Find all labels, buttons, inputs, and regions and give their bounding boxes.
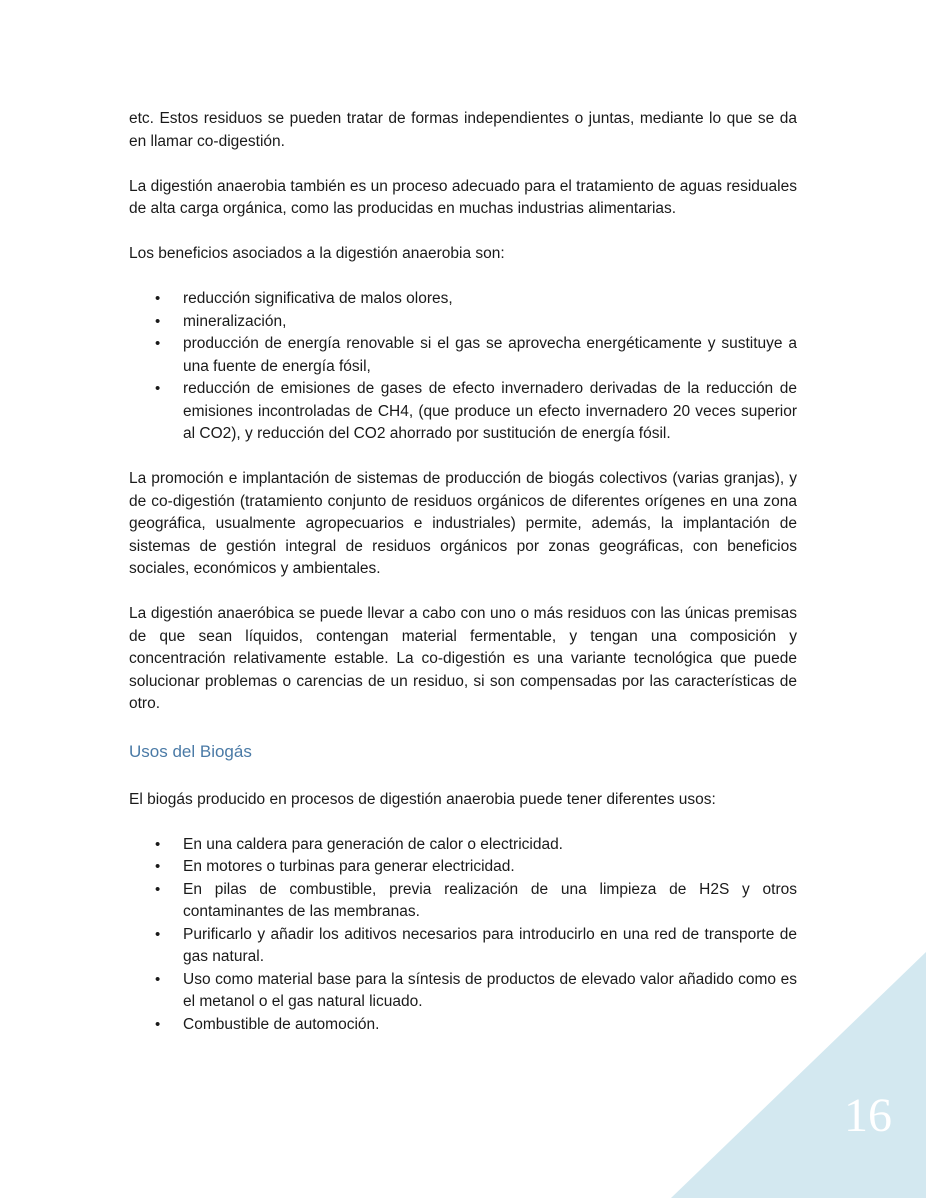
list-item: • Uso como material base para la síntesis de productos de elevado valor añadido como es el metanol o el gas natural licuado. <box>129 969 797 1014</box>
paragraph-benefits-intro: Los beneficios asociados a la digestión anaerobia son: <box>129 245 505 262</box>
list-item: • En motores o turbinas para generar electricidad. <box>129 856 797 879</box>
list-item: • reducción de emisiones de gases de efecto invernadero derivadas de la reducción de emisiones incontroladas de CH4, (que produce un efecto invernadero 20 veces superior al CO2), y reducción del CO2 ahorrado por sustitución de energía fósil. <box>129 378 797 446</box>
paragraph-continuation: etc. Estos residuos se pueden tratar de formas independientes o juntas, mediante lo que se da en llamar co-digestión. <box>129 110 797 150</box>
paragraph-uses-intro: El biogás producido en procesos de digestión anaerobia puede tener diferentes usos: <box>129 790 716 808</box>
corner-triangle-decoration <box>671 952 926 1198</box>
section-heading: Usos del Biogás <box>129 742 252 761</box>
paragraph-codigestion: La digestión anaeróbica se puede llevar a cabo con uno o más residuos con las únicas premisas de que sean líquidos, contengan material fermentable, y tengan una composición y concentración relativamente estable. La co-digestión es una variante tecnológica que puede solucionar problemas o carencias de un residuo, si son compensadas por las características de otro. <box>129 605 797 712</box>
list-item: • En una caldera para generación de calor o electricidad. <box>129 834 797 857</box>
list-item: • mineralización, <box>129 311 797 334</box>
page-body <box>129 108 797 1059</box>
benefits-list <box>129 288 797 446</box>
list-item: • reducción significativa de malos olores, <box>129 288 797 311</box>
page-number: 16 <box>844 1089 892 1142</box>
corner-triangle <box>671 952 926 1198</box>
list-item: • producción de energía renovable si el gas se aprovecha energéticamente y sustituye a una fuente de energía fósil, <box>129 333 797 378</box>
list-item: • Purificarlo y añadir los aditivos necesarios para introducirlo en una red de transporte de gas natural. <box>129 924 797 969</box>
paragraph-collective-systems: La promoción e implantación de sistemas de producción de biogás colectivos (varias granjas), y de co-digestión (tratamiento conjunto de residuos orgánicos de diferentes orígenes en una zona geográfica, usualmente agropecuarios e industriales) permite, además, la implantación de sistemas de gestión integral de residuos orgánicos por zonas geográficas, con beneficios sociales, económicos y ambientales. <box>129 470 797 577</box>
list-item: • Combustible de automoción. <box>129 1014 797 1037</box>
paragraph-wastewater: La digestión anaerobia también es un proceso adecuado para el tratamiento de aguas residuales de alta carga orgánica, como las producidas en muchas industrias alimentarias. <box>129 177 797 217</box>
list-item: • En pilas de combustible, previa realización de una limpieza de H2S y otros contaminantes de las membranas. <box>129 879 797 924</box>
